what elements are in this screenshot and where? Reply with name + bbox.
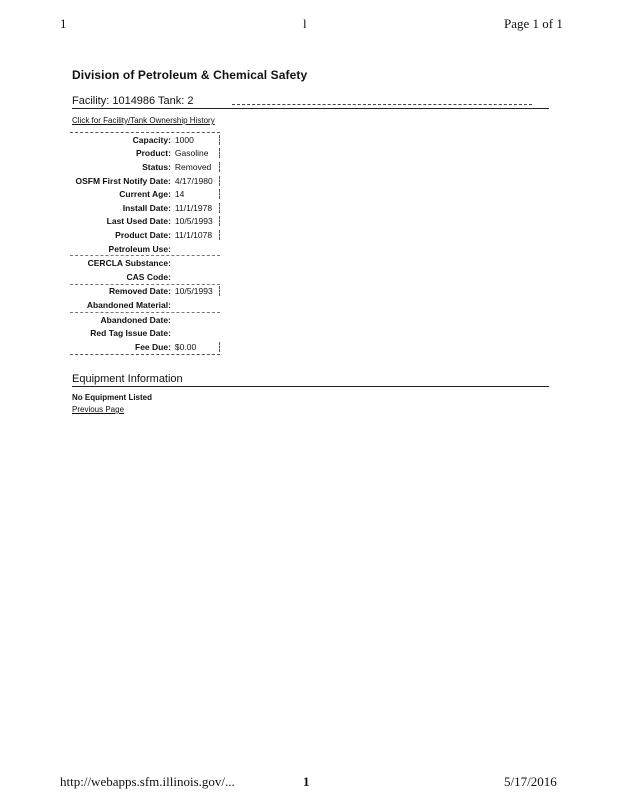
field-value: 11/1/1078: [173, 230, 220, 240]
footer-date: 5/17/2016: [504, 774, 557, 789]
table-row: [70, 284, 220, 299]
table-row: [70, 340, 220, 354]
facility-heading: Facility: 1014986 Tank: 2: [72, 95, 549, 109]
table-row: [70, 242, 220, 256]
table-row: [70, 201, 220, 215]
field-value: 14: [173, 189, 220, 199]
field-label: Abandoned Material:: [86, 299, 171, 310]
field-value: 11/1/1978: [173, 203, 220, 213]
field-label: Status:: [142, 161, 171, 172]
facility-heading-rule: [232, 104, 532, 105]
field-label: Current Age:: [119, 189, 171, 200]
field-label: Last Used Date:: [106, 216, 171, 227]
field-label: Red Tag Issue Date:: [90, 328, 171, 339]
table-row: [70, 312, 220, 327]
field-value: Gasoline: [173, 148, 220, 158]
field-label: Capacity:: [132, 134, 171, 145]
ownership-history-link[interactable]: Click for Facility/Tank Ownership History: [72, 116, 215, 125]
footer-page-number: 1: [303, 774, 310, 789]
footer-url: http://webapps.sfm.illinois.gov/...: [60, 774, 235, 789]
header-center-mark: l: [303, 16, 307, 31]
page-title: Division of Petroleum & Chemical Safety: [72, 68, 308, 82]
table-row: [70, 133, 220, 147]
field-value: Removed: [173, 162, 220, 172]
header-left-mark: 1: [60, 16, 67, 31]
field-value: 4/17/1980: [173, 176, 220, 186]
field-label: Product:: [135, 148, 171, 159]
equipment-heading: Equipment Information: [72, 373, 549, 387]
field-value: $0.00: [173, 342, 220, 352]
table-row: [70, 215, 220, 229]
field-label: CERCLA Substance:: [87, 258, 171, 269]
no-equipment-text: No Equipment Listed: [72, 393, 152, 402]
tank-details-table: [70, 132, 220, 355]
field-label: Fee Due:: [135, 341, 171, 352]
table-row: [70, 174, 220, 188]
header-page-label: Page 1 of 1: [504, 16, 563, 31]
field-label: OSFM First Notify Date:: [75, 175, 171, 186]
table-row: [70, 270, 220, 284]
field-value: 1000: [173, 135, 220, 145]
table-row: [70, 326, 220, 340]
field-value: 10/5/1993: [173, 286, 220, 296]
field-label: Product Date:: [115, 229, 171, 240]
field-label: Removed Date:: [109, 286, 171, 297]
field-label: Install Date:: [122, 202, 171, 213]
table-row: [70, 187, 220, 201]
table-row: [70, 147, 220, 161]
table-row: [70, 160, 220, 174]
previous-page-link[interactable]: Previous Page: [72, 405, 125, 414]
field-label: Petroleum Use:: [108, 243, 171, 254]
table-row: [70, 255, 220, 270]
field-label: CAS Code:: [126, 271, 171, 282]
table-row: [70, 298, 220, 312]
field-value: 10/5/1993: [173, 216, 220, 226]
table-row: [70, 228, 220, 242]
field-label: Abandoned Date:: [100, 314, 171, 325]
